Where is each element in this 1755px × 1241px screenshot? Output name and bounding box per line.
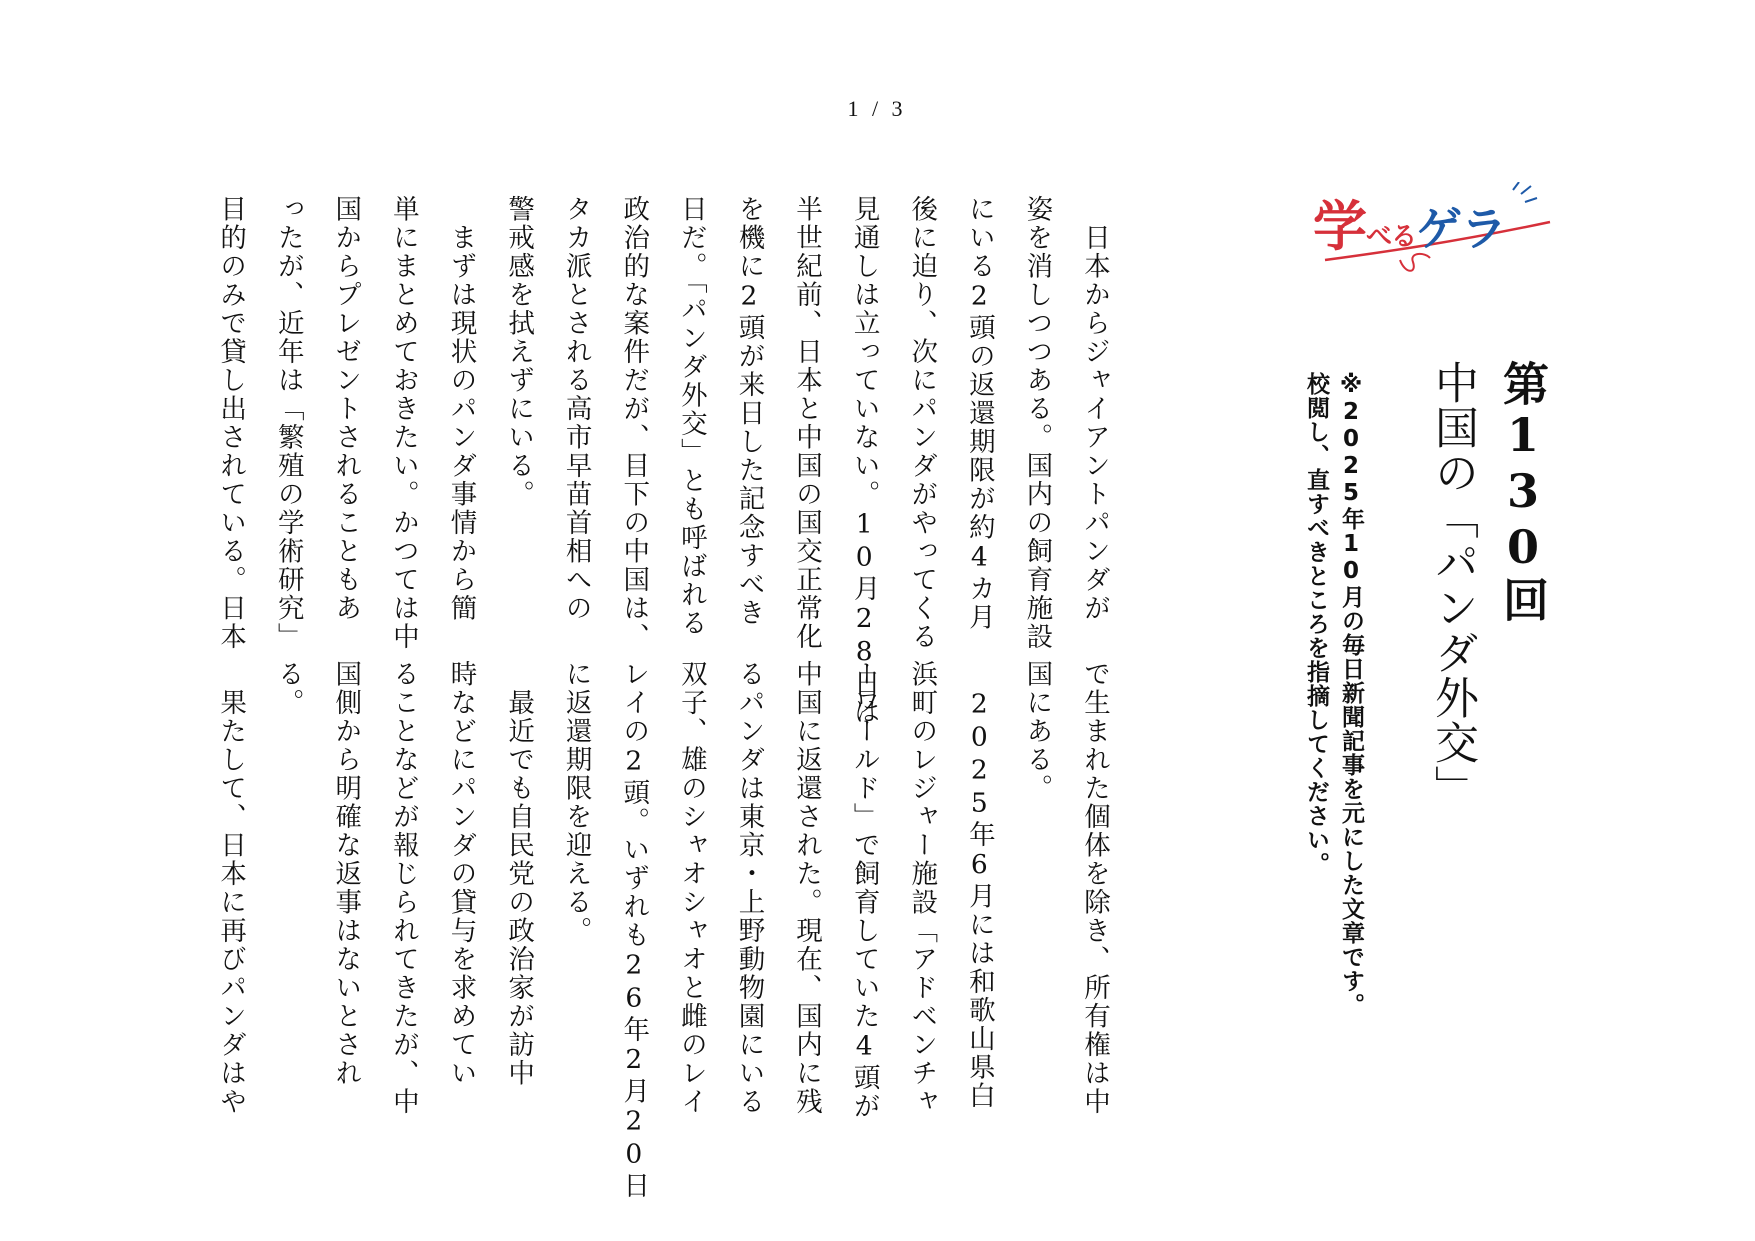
body-line: レイの2頭。いずれも26年2月20日 [618,660,650,1200]
body-line: 中国に返還された。現在、国内に残 [791,660,823,1116]
body-line: 国からプレゼントされることもあ [330,195,362,623]
body-line: 見通しは立っていない。10月28日は [848,195,880,726]
logo-text [1313,195,1507,258]
body-line: ーワールド」で飼育していた4頭が [848,660,880,1121]
body-line: 警戒感を拭えずにいる。 [503,195,535,509]
article-body-upper [215,195,1123,726]
article-body-lower [215,660,1123,1200]
body-line: 国側から明確な返事はないとされ [330,660,362,1088]
body-line: 姿を消しつつある。国内の飼育施設 [1021,195,1053,651]
episode-number: 第130回 [1496,360,1550,624]
logo-part-1: 学 [1313,195,1366,258]
manaberu-gera-logo [1305,182,1555,302]
body-line: 時などにパンダの貸与を求めてい [445,660,477,1088]
logo-part-2: べる [1366,222,1417,252]
logo-part-3: ゲラ [1416,202,1507,256]
body-line: 2025年6月には和歌山県白 [963,660,995,1110]
body-line: まずは現状のパンダ事情から簡 [445,195,477,623]
body-line: 日本からジャイアントパンダが [1079,195,1110,623]
body-line: タカ派とされる高市早苗首相への [560,195,592,623]
body-line: 日だ。「パンダ外交」とも呼ばれる [675,195,707,638]
body-line: 最近でも自民党の政治家が訪中 [503,660,535,1088]
body-line: 双子、雄のシャオシャオと雌のレイ [675,660,707,1116]
body-line: 後に迫り、次にパンダがやってくる [906,195,938,651]
body-line: るパンダは東京・上野動物園にいる [733,660,765,1116]
body-line: にいる2頭の返還期限が約4カ月 [963,195,995,632]
body-line: 果たして、日本に再びパンダはや [215,660,247,1116]
article-title: 中国の「パンダ外交」 [1427,360,1478,810]
body-line: 単にまとめておきたい。かつては中 [387,195,419,651]
body-line: を機に2頭が来日した記念すべき [733,195,765,627]
instruction-note-line-1: ※2025年10月の毎日新聞記事を元にした文章です。 [1338,372,1364,1017]
body-line: 目的のみで貸し出されている。日本 [215,195,247,651]
body-line: 国にある。 [1021,660,1053,803]
body-line: 浜町のレジャー施設「アドベンチャ [906,660,938,1116]
body-line: ったが、近年は「繁殖の学術研究」 [272,195,304,651]
body-line: で生まれた個体を除き、所有権は中 [1079,660,1110,1116]
body-line: に返還期限を迎える。 [560,660,592,945]
body-line: 半世紀前、日本と中国の国交正常化 [791,195,823,651]
page-number: 1 / 3 [847,96,907,121]
body-line: 政治的な案件だが、目下の中国は、 [618,195,650,651]
body-line: る。 [272,660,304,717]
instruction-note-line-2: 校閲し、直すべきところを指摘してください。 [1303,372,1329,876]
body-line: ることなどが報じられてきたが、中 [387,660,419,1116]
